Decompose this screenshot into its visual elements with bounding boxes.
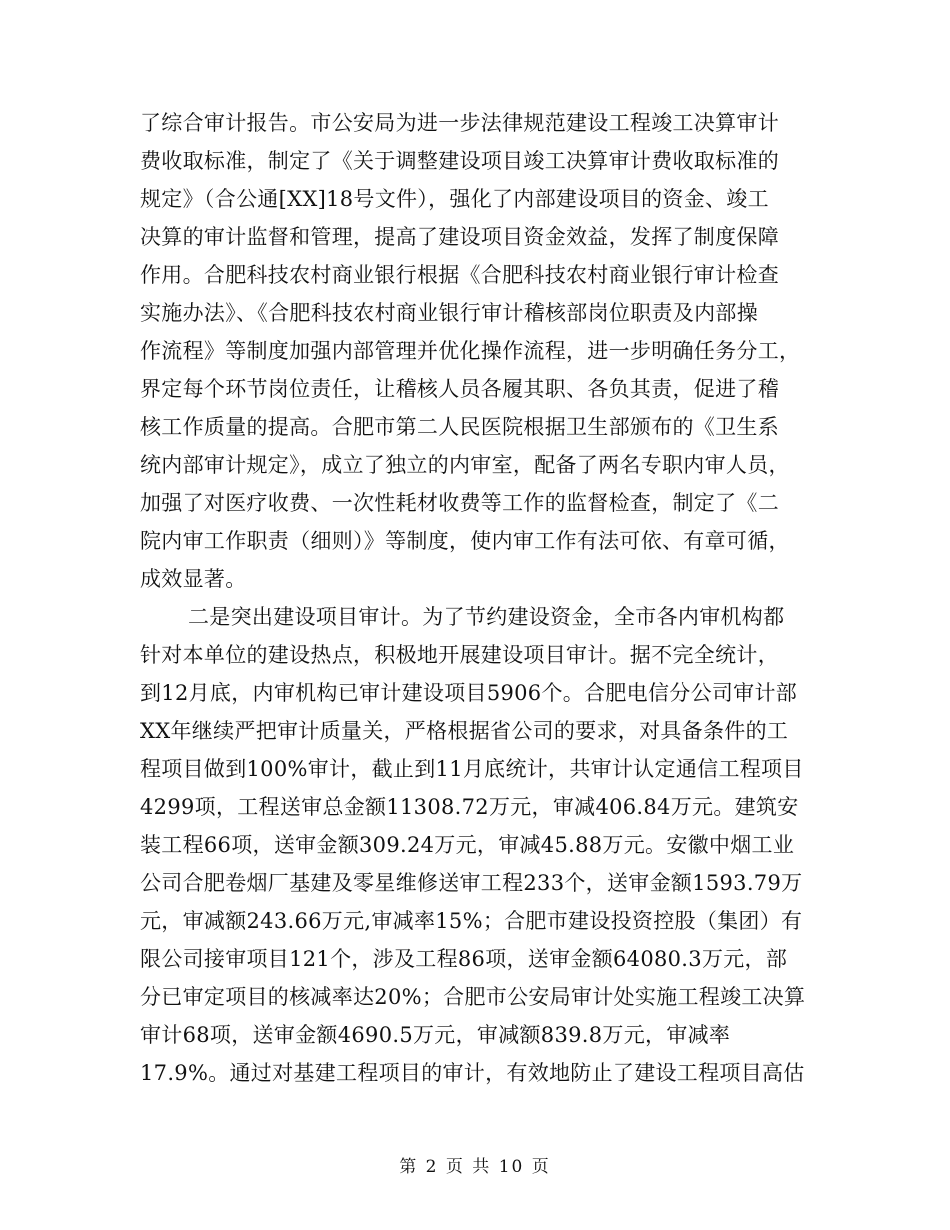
text-line: 审计68项，送审金额4690.5万元，审减额839.8万元，审减率 (140, 1023, 731, 1047)
text-line: 17.9%。通过对基建工程项目的审计，有效地防止了建设工程项目高估 (140, 1061, 805, 1085)
text-line: 分已审定项目的核减率达20%；合肥市公安局审计处实施工程竣工决算 (140, 985, 806, 1009)
text-line: 规定》（合公通[XX]18号文件），强化了内部建设项目的资金、竣工 (140, 187, 769, 211)
text-line: 作流程》等制度加强内部管理并优化操作流程，进一步明确任务分工， (140, 339, 801, 363)
text-line: 成效显著。 (140, 567, 247, 591)
text-line: 费收取标准，制定了《关于调整建设项目竣工决算审计费收取标准的 (140, 149, 779, 173)
text-line: 4299项，工程送审总金额11308.72万元，审减406.84万元。建筑安 (140, 795, 799, 819)
text-line: 加强了对医疗收费、一次性耗材收费等工作的监督检查，制定了《二 (140, 491, 779, 515)
text-line: 公司合肥卷烟厂基建及零星维修送审工程233个，送审金额1593.79万 (140, 871, 803, 895)
text-line: 元，审减额243.66万元,审减率15%；合肥市建设投资控股（集团）有 (140, 909, 803, 933)
text-line: 界定每个环节岗位责任，让稽核人员各履其职、各负其责，促进了稽 (140, 377, 779, 401)
text-line: 装工程66项，送审金额309.24万元，审减45.88万元。安徽中烟工业 (140, 833, 795, 857)
text-line: 院内审工作职责（细则）》等制度，使内审工作有法可依、有章可循， (140, 529, 790, 553)
text-line: 到12月底，内审机构已审计建设项目5906个。合肥电信分公司审计部 (140, 681, 798, 705)
body-text (140, 104, 820, 1092)
text-line: 核工作质量的提高。合肥市第二人民医院根据卫生部颁布的《卫生系 (140, 415, 779, 439)
text-line: 针对本单位的建设热点，积极地开展建设项目审计。据不完全统计， (140, 643, 779, 667)
text-line: 实施办法》、《合肥科技农村商业银行审计稽核部岗位职责及内部操 (140, 301, 758, 325)
text-line: XX年继续严把审计质量关，严格根据省公司的要求，对具备条件的工 (140, 719, 789, 743)
text-line: 了综合审计报告。市公安局为进一步法律规范建设工程竣工决算审计 (140, 111, 779, 135)
paragraph-start-line: 二是突出建设项目审计。为了节约建设资金，全市各内审机构都 (188, 605, 785, 629)
page-number-footer: 第 2 页 共 10 页 (399, 1157, 551, 1177)
text-line: 统内部审计规定》，成立了独立的内审室，配备了两名专职内审人员， (140, 453, 790, 477)
text-line: 决算的审计监督和管理，提高了建设项目资金效益，发挥了制度保障 (140, 225, 779, 249)
text-line: 限公司接审项目121个，涉及工程86项，送审金额64080.3万元，部 (140, 947, 788, 971)
text-line: 程项目做到100%审计，截止到11月底统计，共审计认定通信工程项目 (140, 757, 804, 781)
text-line: 作用。合肥科技农村商业银行根据《合肥科技农村商业银行审计检查 (140, 263, 779, 287)
